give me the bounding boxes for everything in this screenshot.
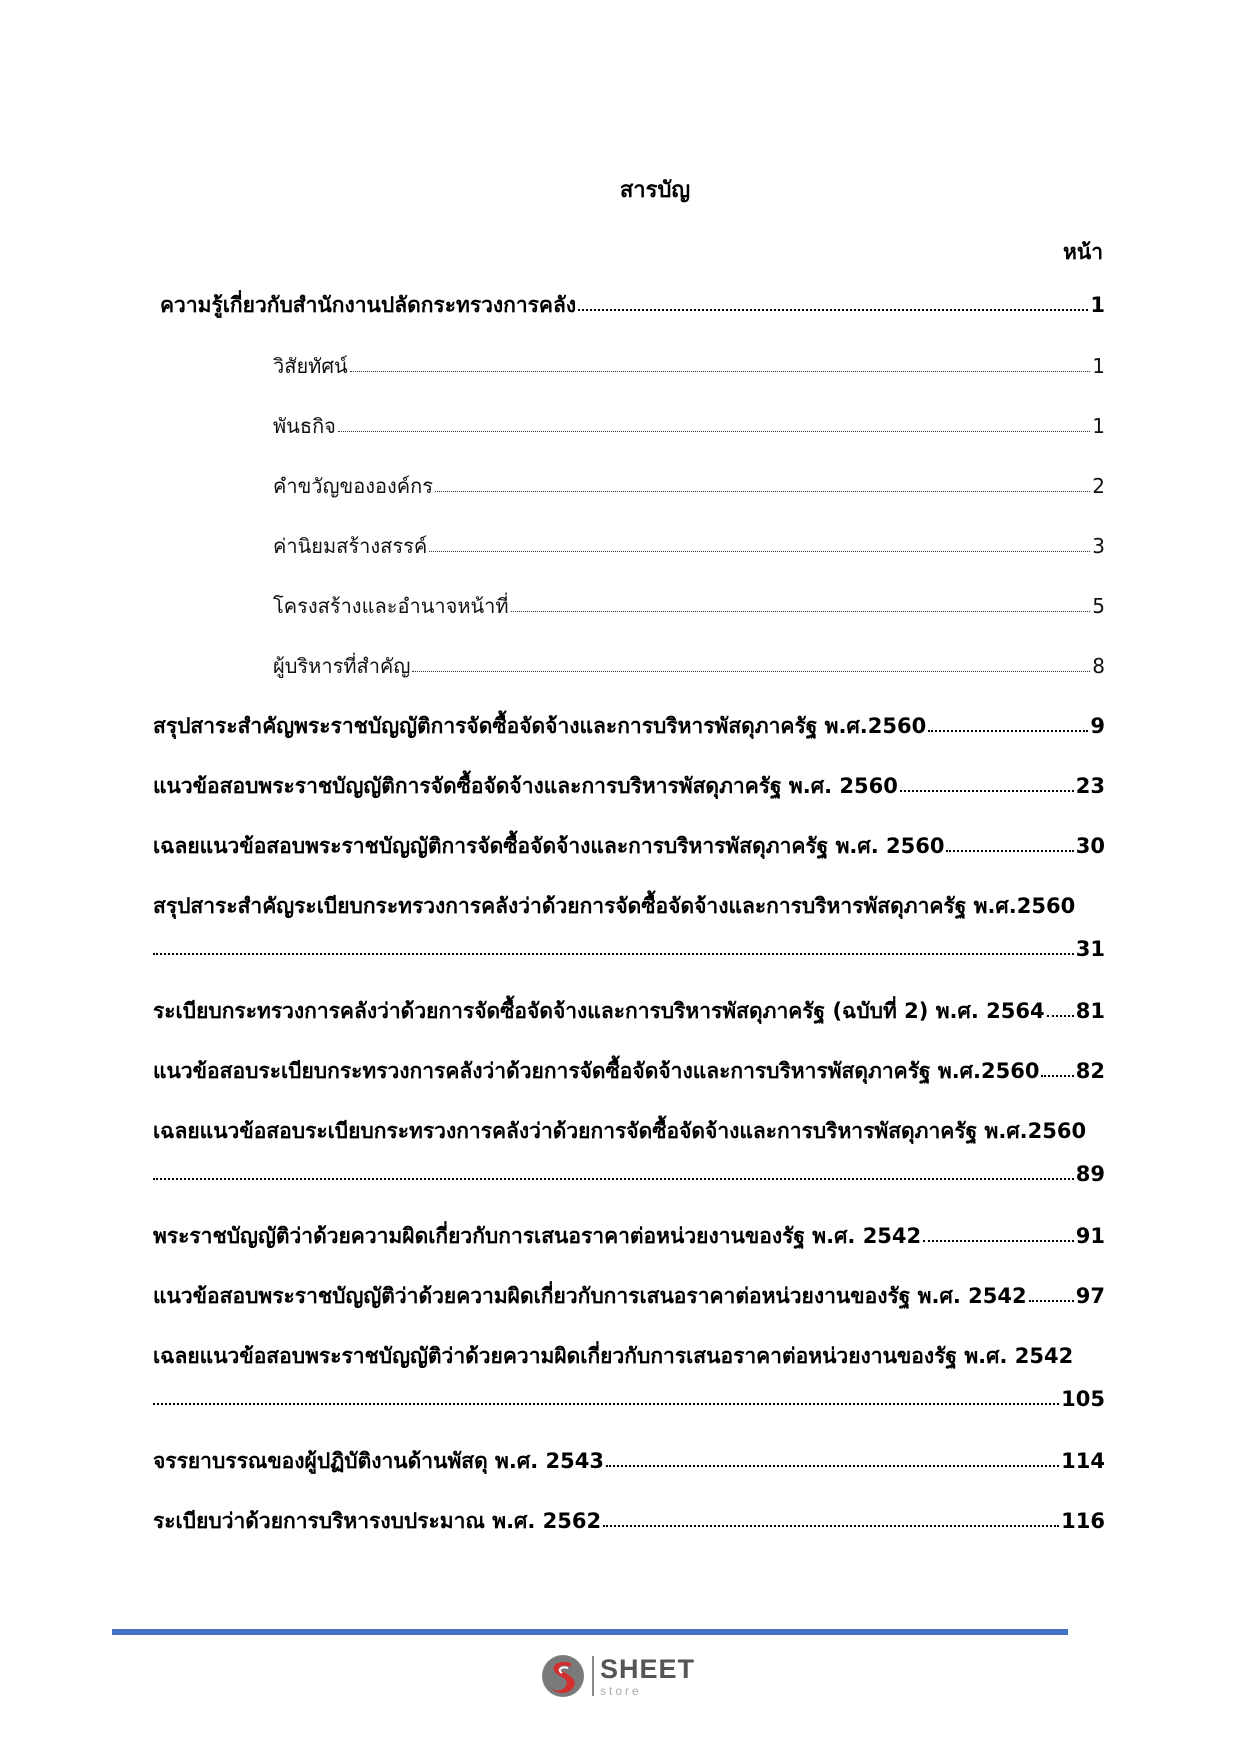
toc-subentry[interactable] bbox=[273, 411, 1105, 441]
dot-leader bbox=[1029, 1299, 1074, 1302]
dot-leader bbox=[946, 849, 1073, 852]
toc-entry-page: 105 bbox=[1061, 1387, 1105, 1411]
toc-subentry[interactable] bbox=[273, 651, 1105, 681]
toc-entry-title: ความรู้เกี่ยวกับสำนักงานปลัดกระทรวงการคลัง bbox=[160, 293, 577, 317]
dot-leader bbox=[928, 729, 1088, 732]
toc-entry-title: โครงสร้างและอำนาจหน้าที่ bbox=[273, 594, 509, 618]
toc-entry-title: ระเบียบกระทรวงการคลังว่าด้วยการจัดซื้อจัดจ้างและการบริหารพัสดุภาครัฐ (ฉบับที่ 2) พ.ศ. 2564 bbox=[153, 999, 1045, 1023]
toc-entry[interactable] bbox=[153, 831, 1105, 861]
dot-leader bbox=[1047, 1014, 1074, 1017]
logo-sub: store bbox=[600, 1683, 642, 1698]
toc-entry[interactable] bbox=[153, 771, 1105, 801]
toc-entry[interactable] bbox=[153, 1056, 1105, 1086]
logo-separator bbox=[592, 1656, 594, 1696]
toc-entry[interactable] bbox=[153, 891, 1105, 964]
dot-leader bbox=[900, 789, 1074, 792]
toc-entry-page: 30 bbox=[1075, 834, 1105, 858]
toc-entry[interactable] bbox=[160, 290, 1105, 320]
toc-entry-page: 1 bbox=[1092, 414, 1105, 438]
toc-entry-title: สรุปสาระสำคัญพระราชบัญญัติการจัดซื้อจัดจ้างและการบริหารพัสดุภาครัฐ พ.ศ.2560 bbox=[153, 714, 927, 738]
toc-entry-page: 3 bbox=[1092, 534, 1105, 558]
toc-entry-page: 1 bbox=[1092, 354, 1105, 378]
dot-leader bbox=[578, 308, 1088, 311]
toc-entry-title: แนวข้อสอบระเบียบกระทรวงการคลังว่าด้วยการจัดซื้อจัดจ้างและการบริหารพัสดุภาครัฐ พ.ศ.2560 bbox=[153, 1059, 1040, 1083]
toc-entry-page: 5 bbox=[1092, 594, 1105, 618]
logo-word: SHEET bbox=[600, 1653, 696, 1684]
toc-entry[interactable] bbox=[153, 996, 1105, 1026]
toc-entry-title: วิสัยทัศน์ bbox=[273, 354, 348, 378]
toc-entry-page: 116 bbox=[1061, 1509, 1105, 1533]
toc-entry-page: 31 bbox=[1075, 937, 1105, 961]
toc-subentry[interactable] bbox=[273, 531, 1105, 561]
toc-entry-title: เฉลยแนวข้อสอบพระราชบัญญัติการจัดซื้อจัดจ้างและการบริหารพัสดุภาครัฐ พ.ศ. 2560 bbox=[153, 834, 945, 858]
dot-leader bbox=[429, 550, 1090, 552]
toc-subentry[interactable] bbox=[273, 591, 1105, 621]
sheetstore-logo bbox=[540, 1652, 710, 1700]
toc-entry-title: พันธกิจ bbox=[273, 414, 336, 438]
toc-entry[interactable] bbox=[153, 1341, 1105, 1414]
toc-entry-title: ผู้บริหารที่สำคัญ bbox=[273, 654, 411, 678]
dot-leader bbox=[350, 370, 1091, 372]
toc-entry-title: คำขวัญขององค์กร bbox=[273, 474, 434, 498]
toc-entry-page: 2 bbox=[1092, 474, 1105, 498]
toc-entry-page: 82 bbox=[1075, 1059, 1105, 1083]
dot-leader bbox=[603, 1524, 1059, 1527]
dot-leader bbox=[511, 610, 1091, 612]
toc-entry-title: จรรยาบรรณของผู้ปฏิบัติงานด้านพัสดุ พ.ศ. 2543 bbox=[153, 1449, 604, 1473]
toc-entry-page: 81 bbox=[1075, 999, 1105, 1023]
dot-leader bbox=[153, 1402, 1059, 1405]
logo-text bbox=[600, 1653, 696, 1698]
toc-entry-title: แนวข้อสอบพระราชบัญญัติว่าด้วยความผิดเกี่ยวกับการเสนอราคาต่อหน่วยงานของรัฐ พ.ศ. 2542 bbox=[153, 1284, 1027, 1308]
toc-entry[interactable] bbox=[153, 1281, 1105, 1311]
dot-leader bbox=[153, 952, 1074, 955]
toc-entry-title: ค่านิยมสร้างสรรค์ bbox=[273, 534, 428, 558]
toc-entry-page: 97 bbox=[1075, 1284, 1105, 1308]
toc-entry-title: สรุปสาระสำคัญระเบียบกระทรวงการคลังว่าด้วยการจัดซื้อจัดจ้างและการบริหารพัสดุภาครัฐ พ.ศ.2560 bbox=[153, 894, 1076, 918]
toc-entry[interactable] bbox=[153, 1116, 1105, 1189]
toc-entry-page: 1 bbox=[1090, 293, 1105, 317]
toc-entry[interactable] bbox=[153, 1446, 1105, 1476]
footer-rule bbox=[112, 1629, 1068, 1635]
page-column-header: หน้า bbox=[1063, 240, 1103, 264]
toc-entry-title: พระราชบัญญัติว่าด้วยความผิดเกี่ยวกับการเสนอราคาต่อหน่วยงานของรัฐ พ.ศ. 2542 bbox=[153, 1224, 922, 1248]
dot-leader bbox=[435, 490, 1090, 492]
toc-entry-page: 23 bbox=[1075, 774, 1105, 798]
dot-leader bbox=[1041, 1074, 1073, 1077]
dot-leader bbox=[412, 670, 1090, 672]
toc-entry-title: เฉลยแนวข้อสอบพระราชบัญญัติว่าด้วยความผิดเกี่ยวกับการเสนอราคาต่อหน่วยงานของรัฐ พ.ศ. 2542 bbox=[153, 1344, 1074, 1368]
toc-entry[interactable] bbox=[153, 711, 1105, 741]
page-title: สารบัญ bbox=[619, 178, 691, 203]
dot-leader bbox=[923, 1239, 1074, 1242]
toc-entry-page: 9 bbox=[1090, 714, 1105, 738]
dot-leader bbox=[606, 1464, 1059, 1467]
toc-entry-page: 89 bbox=[1075, 1162, 1105, 1186]
toc-entry-page: 114 bbox=[1061, 1449, 1105, 1473]
dot-leader bbox=[153, 1177, 1074, 1180]
toc-entry-title: ระเบียบว่าด้วยการบริหารงบประมาณ พ.ศ. 2562 bbox=[153, 1509, 602, 1533]
toc-entry-page: 8 bbox=[1092, 654, 1105, 678]
dot-leader bbox=[338, 430, 1090, 432]
toc-subentry[interactable] bbox=[273, 471, 1105, 501]
toc-entry-page: 91 bbox=[1075, 1224, 1105, 1248]
toc-subentry[interactable] bbox=[273, 351, 1105, 381]
toc-entry-title: เฉลยแนวข้อสอบระเบียบกระทรวงการคลังว่าด้วยการจัดซื้อจัดจ้างและการบริหารพัสดุภาครัฐ พ.ศ.2560 bbox=[153, 1119, 1087, 1143]
toc-entry-title: แนวข้อสอบพระราชบัญญัติการจัดซื้อจัดจ้างและการบริหารพัสดุภาครัฐ พ.ศ. 2560 bbox=[153, 774, 898, 798]
toc-entry[interactable] bbox=[153, 1221, 1105, 1251]
sheetstore-mark-icon bbox=[540, 1653, 586, 1699]
toc-entry[interactable] bbox=[153, 1506, 1105, 1536]
